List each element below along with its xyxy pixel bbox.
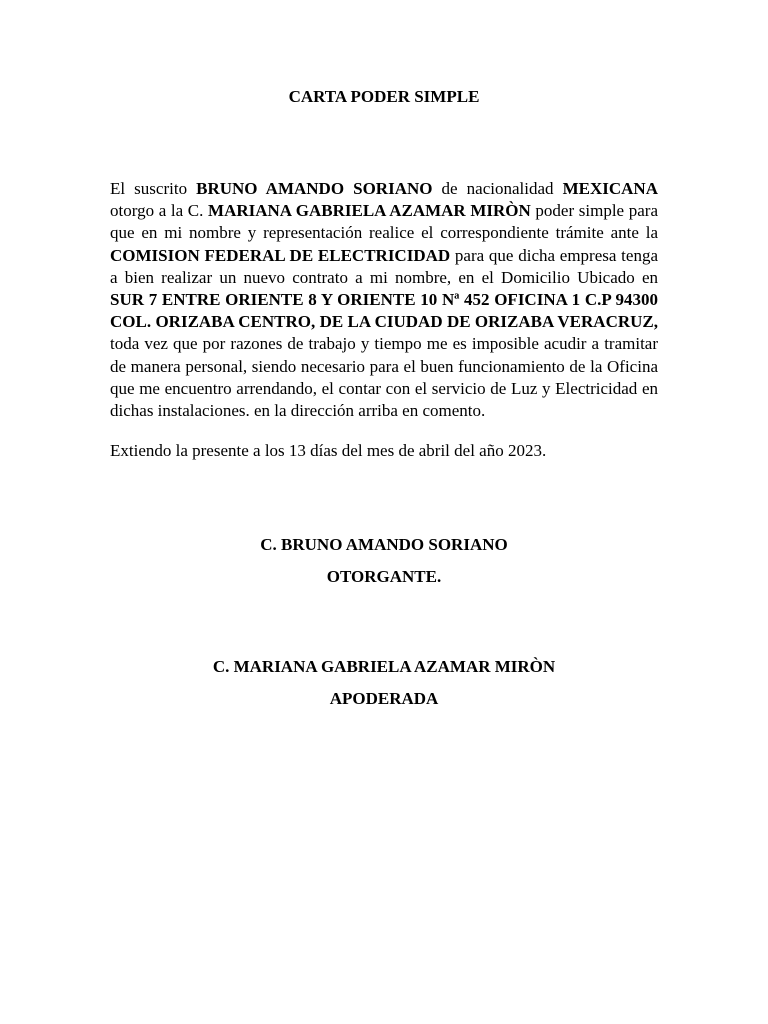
date-line: Extiendo la presente a los 13 días del mes de abril del año 2023. [110, 441, 547, 460]
body-text-2: de nacionalidad [432, 179, 563, 198]
address-bold: SUR 7 ENTRE ORIENTE 8 Y ORIENTE 10 Nª 452 OFICINA 1 C.P 94300 COL. ORIZABA CENTRO, DE LA CIUDAD DE ORIZABA VERACRUZ, [110, 290, 658, 332]
institution-bold: COMISION FEDERAL DE ELECTRICIDAD [110, 245, 451, 265]
document-title: CARTA PODER SIMPLE [288, 87, 480, 106]
attorney-signature-role: APODERADA [329, 689, 439, 708]
nationality-bold: MEXICANA [562, 179, 658, 198]
body-text-1: El suscrito [110, 179, 197, 198]
body-text-6: toda vez que por razones de trabajo y tiempo me es imposible acudir a tramitar de manera personal, siendo necesario para el buen funcionamiento de la Oficina que me encuentro arrendando, el contar con el servicio de Luz y Electricidad en dichas instalaciones. en la dirección arriba en comento. [110, 334, 658, 421]
body-paragraph [110, 178, 658, 422]
grantor-name-bold: BRUNO AMANDO SORIANO [196, 179, 433, 198]
attorney-signature-name: C. MARIANA GABRIELA AZAMAR MIRÒN [212, 657, 556, 676]
body-text-3: otorgo a la C. [110, 201, 209, 221]
body-text-4: poder simple para que en mi nombre y representación realice el correspondiente trámite ante la [110, 201, 658, 243]
grantor-signature-role: OTORGANTE. [326, 567, 442, 586]
body-text-5: para que dicha empresa tenga a bien realizar un nuevo contrato a mi nombre, en el Domicilio Ubicado en [110, 245, 658, 287]
attorney-name-bold: MARIANA GABRIELA AZAMAR MIRÒN [208, 201, 531, 221]
grantor-signature-name: C. BRUNO AMANDO SORIANO [260, 535, 508, 554]
